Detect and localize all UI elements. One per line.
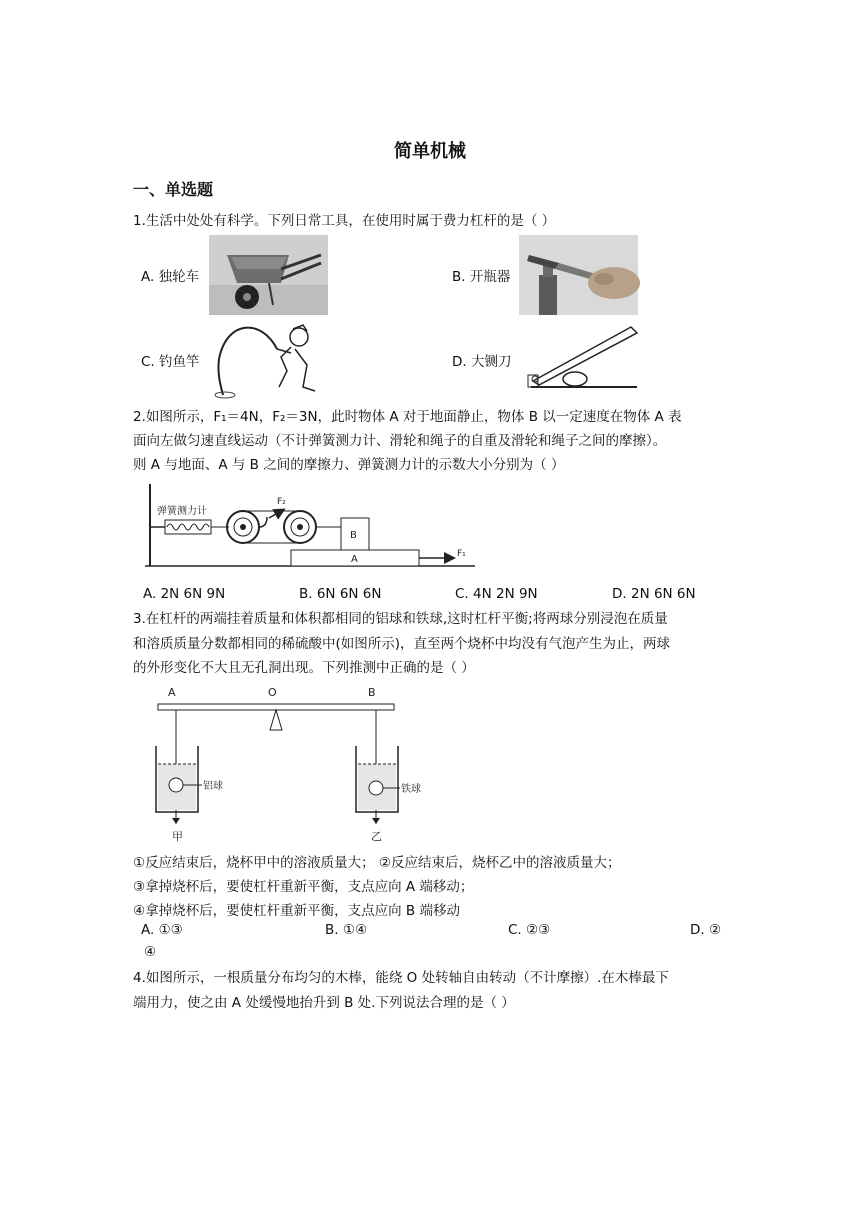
iron-ball-label: 铁球 [401,784,421,795]
q3-option-d[interactable]: D. ② [690,922,722,938]
q1-option-c[interactable]: C. 钓鱼竿 [141,354,200,370]
q1-stem: 1.生活中处处有科学。下列日常工具，在使用时属于费力杠杆的是（ ） [133,213,556,229]
lever-label-b: B [368,686,376,699]
bottle-opener-image [519,235,638,315]
guillotine-cutter-image [523,323,641,391]
q4-stem-line2: 端用力，使之由 A 处缓慢地抬升到 B 处.下列说法合理的是（ ） [133,995,515,1011]
lever-label-o: O [268,686,277,699]
q3-statement-3: ③拿掉烧杯后，要使杠杆重新平衡，支点应向 A 端移动； [133,879,474,895]
q3-stem-line3: 的外形变化不大且无孔洞出现。下列推测中正确的是（ ） [133,660,475,676]
q2-option-c[interactable]: C. 4N 2N 9N [455,586,538,602]
lever-label-a: A [168,686,176,699]
f1-label: F₁ [457,549,466,559]
beaker-yi-label: 乙 [371,830,382,843]
q3-stem-line2: 和溶质质量分数都相同的稀硫酸中(如图所示)，直至两个烧杯中均没有气泡产生为止，两球 [133,636,671,652]
lever-beaker-figure [150,684,421,844]
block-a-label: A [351,554,358,565]
block-b-label: B [350,530,357,541]
q3-statement-1-2: ①反应结束后，烧杯甲中的溶液质量大； ②反应结束后，烧杯乙中的溶液质量大； [133,855,621,871]
section-heading: 一、单选题 [133,180,214,199]
q2-stem-line3: 则 A 与地面、A 与 B 之间的摩擦力、弹簧测力计的示数大小分别为（ ） [133,457,565,473]
aluminum-ball-label: 铝球 [203,781,223,792]
q3-statement-4: ④拿掉烧杯后，要使杠杆重新平衡，支点应向 B 端移动 [133,903,460,919]
q2-stem-line1: 2.如图所示，F₁＝4N，F₂＝3N，此时物体 A 对于地面静止，物体 B 以一定速度在物体 A 表 [133,409,682,425]
f2-label: F₂ [277,497,286,507]
q1-option-d[interactable]: D. 大铡刀 [452,354,512,370]
pulley-figure [145,482,475,574]
q3-option-a[interactable]: A. ①③ [141,922,183,938]
q3-option-b[interactable]: B. ①④ [325,922,368,938]
q1-option-a[interactable]: A. 独轮车 [141,269,200,285]
q3-option-d-wrap: ④ [144,944,157,960]
q2-option-b[interactable]: B. 6N 6N 6N [299,586,382,602]
q4-stem-line1: 4.如图所示，一根质量分布均匀的木棒，能绕 O 处转轴自由转动（不计摩擦）.在木棒最下 [133,970,669,986]
fishing-rod-image [207,319,329,401]
q3-option-c[interactable]: C. ②③ [508,922,551,938]
page-title: 简单机械 [394,141,466,162]
q1-option-b[interactable]: B. 开瓶器 [452,269,511,285]
beaker-jia-label: 甲 [172,830,183,843]
q2-option-d[interactable]: D. 2N 6N 6N [612,586,696,602]
q3-stem-line1: 3.在杠杆的两端挂着质量和体积都相同的铝球和铁球,这时杠杆平衡;将两球分别浸泡在质量 [133,611,668,627]
q2-option-a[interactable]: A. 2N 6N 9N [143,586,226,602]
spring-scale-label: 弹簧测力计 [157,506,207,517]
wheelbarrow-image [209,235,328,315]
q2-stem-line2: 面向左做匀速直线运动（不计弹簧测力计、滑轮和绳子的自重及滑轮和绳子之间的摩擦）。 [133,433,667,449]
